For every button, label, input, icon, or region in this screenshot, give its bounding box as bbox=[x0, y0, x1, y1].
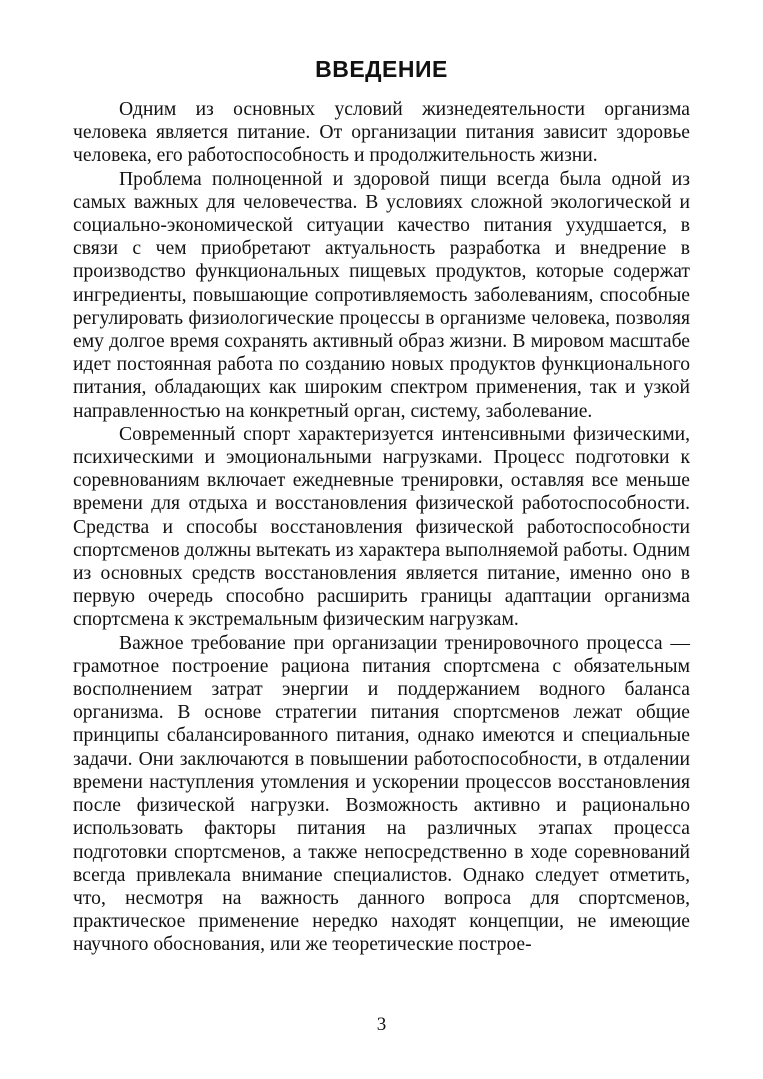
paragraph: Важное требование при организации тренировочного процесса — грамотное построение рациона питания спортсмена с обязательным восполнением затрат энергии и поддержанием водного баланса организма. В основе стратегии питания спортсменов лежат общие принципы сбалансированного питания, однако имеются и специальные задачи. Они заключаются в повышении работоспособности, в отдалении времени наступления утомления и ускорении процессов восстановления после физической нагрузки. Возможность активно и рационально использовать факторы питания на различных этапах процесса подготовки спортсменов, а также непосредственно в ходе соревнований всегда привлекала внимание специалистов. Однако следует отметить, что, несмотря на важность данного вопроса для спортсменов, практическое применение нередко находят концепции, не имеющие научного обоснования, или же теоретические построе- bbox=[73, 632, 690, 956]
paragraph: Современный спорт характеризуется интенсивными физическими, психическими и эмоциональными нагрузками. Процесс подготовки к соревнованиям включает ежедневные тренировки, оставляя все меньше времени для отдыха и восстановления физической работоспособности. Средства и способы восстановления физической работоспособности спортсменов должны вытекать из характера выполняемой работы. Одним из основных средств восстановления является питание, именно оно в первую очередь способно расширить границы адаптации организма спортсмена к экстремальным физическим нагрузкам. bbox=[73, 423, 690, 631]
page-number: 3 bbox=[376, 1014, 387, 1035]
body-text bbox=[73, 98, 690, 957]
paragraph: Одним из основных условий жизнедеятельности организма человека является питание. От организации питания зависит здоровье человека, его работоспособность и продолжительность жизни. bbox=[73, 99, 690, 167]
paragraph: Проблема полноценной и здоровой пищи всегда была одной из самых важных для человечества. В условиях сложной экологической и социально-экономической ситуации качество питания ухудшается, в связи с чем приобретают актуальность разработка и внедрение в производство функциональных пищевых продуктов, которые содержат ингредиенты, повышающие сопротивляемость заболеваниям, способные регулировать физиологические процессы в организме человека, позволяя ему долгое время сохранять активный образ жизни. В мировом масштабе идет постоянная работа по созданию новых продуктов функционального питания, обладающих как широким спектром применения, так и узкой направленностью на конкретный орган, систему, заболевание. bbox=[73, 168, 690, 422]
page-title: ВВЕДЕНИЕ bbox=[315, 56, 448, 82]
